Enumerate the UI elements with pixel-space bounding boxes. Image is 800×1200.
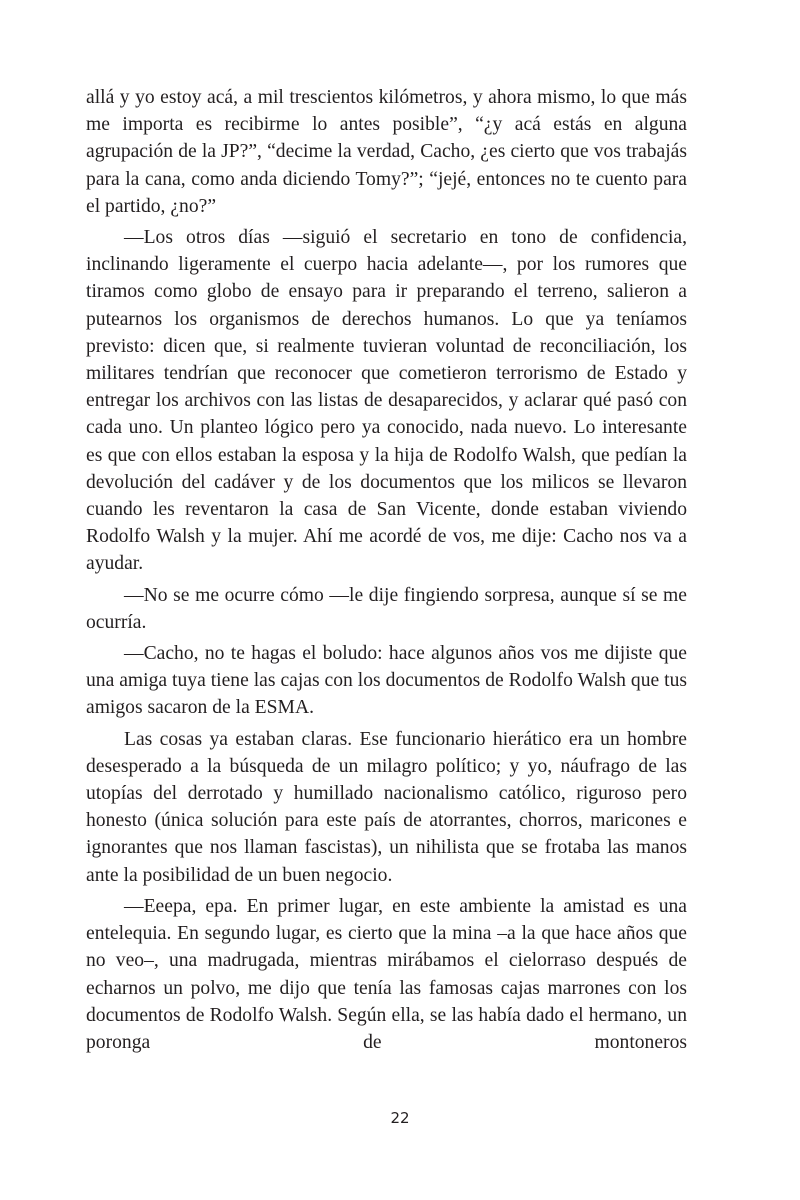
paragraph: allá y yo estoy acá, a mil trescientos kilómetros, y ahora mismo, lo que más me importa es recibirme lo antes posible”, “¿y acá estás en alguna agrupación de la JP?”, “decime la verdad, Cacho, ¿es cierto que vos trabajás para la cana, como anda diciendo Tomy?”; “jejé, entonces no te cuento para el partido, ¿no?” [86, 87, 687, 217]
paragraph: —Eeepa, epa. En primer lugar, en este ambiente la amistad es una entelequia. En segundo lugar, es cierto que la mina –a la que hace años que no veo–, una madrugada, mientras mirábamos el cielorraso después de echarnos un polvo, me dijo que tenía las famosas cajas marrones con los documentos de Rodolfo Walsh. Según ella, se las había dado el hermano, un poronga de montoneros [86, 895, 687, 1053]
paragraph: Las cosas ya estaban claras. Ese funcionario hierático era un hombre desesperado a la búsqueda de un milagro político; y yo, náufrago de las utopías del derrotado y humillado nacionalismo católico, riguroso pero honesto (única solución para este país de atorrantes, chorros, maricones e ignorantes que nos llaman fascistas), un nihilista que se frotaba las manos ante la posibilidad de un buen negocio. [86, 728, 687, 886]
page-body [86, 84, 687, 1056]
paragraph: —Cacho, no te hagas el boludo: hace algunos años vos me dijiste que una amiga tuya tiene las cajas con los documentos de Rodolfo Walsh que tus amigos sacaron de la ESMA. [86, 643, 687, 719]
paragraph: —No se me ocurre cómo —le dije fingiendo sorpresa, aunque sí se me ocurría. [86, 584, 687, 633]
page-number: 22 [390, 1109, 410, 1127]
paragraph: —Los otros días —siguió el secretario en tono de confidencia, inclinando ligeramente el cuerpo hacia adelante—, por los rumores que tiramos como globo de ensayo para ir preparando el terreno, salieron a putearnos los organismos de derechos humanos. Lo que ya teníamos previsto: dicen que, si realmente tuvieran voluntad de reconciliación, los militares tendrían que reconocer que cometieron terrorismo de Estado y entregar los archivos con las listas de desaparecidos, y aclarar qué pasó con cada uno. Un planteo lógico pero ya conocido, nada nuevo. Lo interesante es que con ellos estaban la esposa y la hija de Rodolfo Walsh, que pedían la devolución del cadáver y de los documentos que los milicos se llevaron cuando les reventaron la casa de San Vicente, donde estaban viviendo Rodolfo Walsh y la mujer. Ahí me acordé de vos, me dije: Cacho nos va a ayudar. [86, 227, 687, 575]
